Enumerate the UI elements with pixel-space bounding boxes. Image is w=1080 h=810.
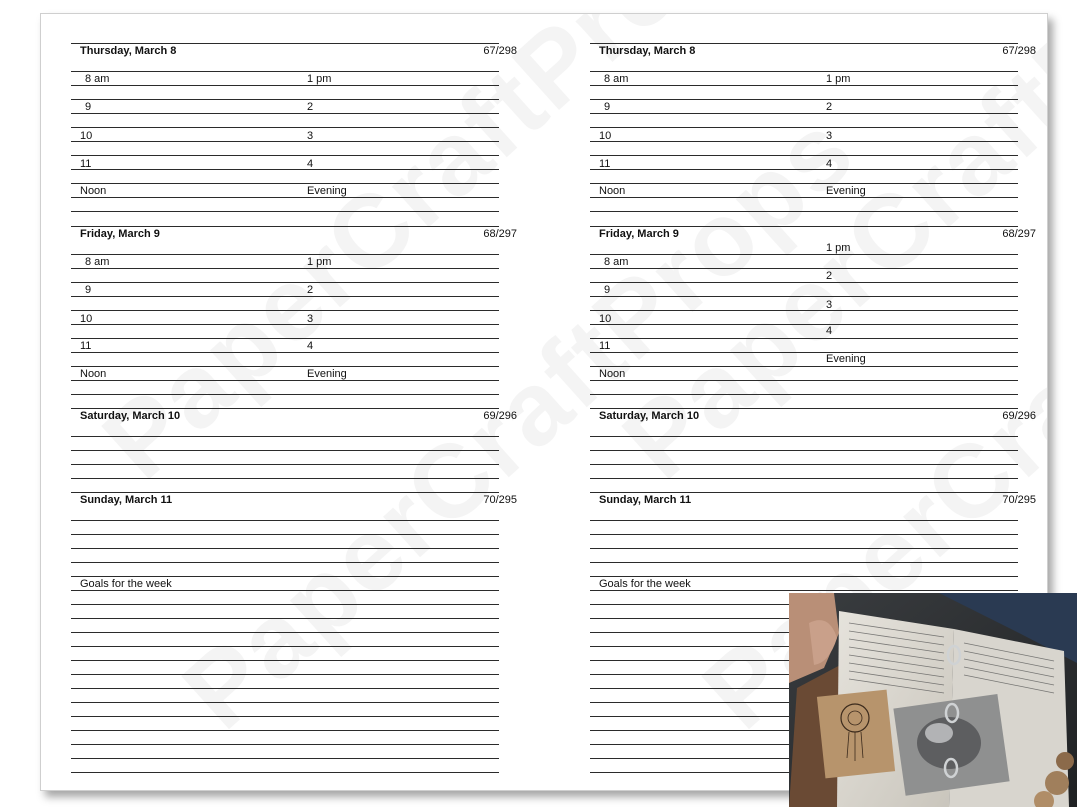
pm-slot: 2 — [826, 101, 833, 113]
am-slot: 8 am — [85, 73, 110, 85]
am-slot: Noon — [80, 368, 107, 380]
rule — [71, 43, 499, 44]
rule — [590, 590, 1018, 591]
rule — [71, 282, 499, 283]
rule — [71, 464, 499, 465]
day-count: 70/295 — [483, 494, 517, 506]
rule — [590, 155, 1018, 156]
rule — [590, 492, 1018, 493]
pm-slot: 2 — [826, 270, 833, 282]
rule — [71, 310, 499, 311]
rule — [590, 520, 1018, 521]
rule — [590, 197, 1018, 198]
rule — [590, 408, 1018, 409]
rule — [590, 226, 1018, 227]
rule — [71, 548, 499, 549]
rule — [590, 113, 1018, 114]
rule — [590, 394, 1018, 395]
rule — [590, 548, 1018, 549]
rule — [590, 183, 1018, 184]
rule — [590, 576, 1018, 577]
rule — [71, 450, 499, 451]
pm-slot: Evening — [307, 185, 347, 197]
rule — [71, 352, 499, 353]
rule — [590, 71, 1018, 72]
rule — [71, 226, 499, 227]
rule — [590, 324, 1018, 325]
rule — [590, 338, 1018, 339]
rule — [71, 380, 499, 381]
am-slot: 9 — [85, 101, 92, 113]
rule — [71, 660, 499, 661]
pm-slot: 3 — [307, 130, 314, 142]
rule — [590, 380, 1018, 381]
am-slot: Noon — [599, 185, 626, 197]
goals-label: Goals for the week — [599, 578, 691, 590]
am-slot: 10 — [80, 313, 93, 325]
rule — [71, 478, 499, 479]
pm-slot: 1 pm — [307, 256, 332, 268]
rule — [71, 632, 499, 633]
rule — [71, 169, 499, 170]
day-title: Saturday, March 10 — [599, 410, 700, 422]
rule — [590, 310, 1018, 311]
journal-photo-illustration — [789, 593, 1077, 807]
rule — [71, 366, 499, 367]
rule — [71, 730, 499, 731]
rule — [71, 127, 499, 128]
rule — [590, 141, 1018, 142]
day-title: Sunday, March 11 — [599, 494, 692, 506]
rule — [71, 562, 499, 563]
rule — [71, 71, 499, 72]
rule — [590, 464, 1018, 465]
pm-slot: 1 pm — [307, 73, 332, 85]
day-title: Thursday, March 8 — [599, 45, 696, 57]
pm-slot: Evening — [826, 185, 866, 197]
rule — [590, 352, 1018, 353]
day-count: 70/295 — [1002, 494, 1036, 506]
am-slot: 8 am — [85, 256, 110, 268]
am-slot: 9 — [604, 101, 611, 113]
day-count: 68/297 — [483, 228, 517, 240]
rule — [590, 99, 1018, 100]
rule — [71, 254, 499, 255]
am-slot: 11 — [80, 158, 92, 170]
rule — [71, 324, 499, 325]
rule — [71, 674, 499, 675]
am-slot: 11 — [80, 340, 92, 352]
am-slot: Noon — [80, 185, 107, 197]
rule — [71, 296, 499, 297]
pm-slot: 2 — [307, 101, 314, 113]
rule — [590, 268, 1018, 269]
rule — [71, 716, 499, 717]
day-title: Thursday, March 8 — [80, 45, 177, 57]
rule — [71, 99, 499, 100]
day-count: 67/298 — [1002, 45, 1036, 57]
rule — [590, 366, 1018, 367]
day-title: Saturday, March 10 — [80, 410, 181, 422]
am-slot: 8 am — [604, 73, 629, 85]
day-count: 69/296 — [483, 410, 517, 422]
day-title: Friday, March 9 — [599, 228, 679, 240]
day-title: Sunday, March 11 — [80, 494, 173, 506]
am-slot: 9 — [604, 284, 611, 296]
rule — [590, 282, 1018, 283]
rule — [590, 43, 1018, 44]
pm-slot: 1 pm — [826, 73, 851, 85]
rule — [590, 534, 1018, 535]
rule — [590, 296, 1018, 297]
rule — [590, 127, 1018, 128]
rule — [71, 408, 499, 409]
am-slot: 10 — [80, 130, 93, 142]
rule — [71, 183, 499, 184]
rule — [71, 590, 499, 591]
am-slot: 9 — [85, 284, 92, 296]
day-count: 69/296 — [1002, 410, 1036, 422]
pm-slot: 4 — [307, 340, 314, 352]
rule — [71, 618, 499, 619]
day-count: 67/298 — [483, 45, 517, 57]
pm-slot: 3 — [307, 313, 314, 325]
am-slot: Noon — [599, 368, 626, 380]
am-slot: 10 — [599, 313, 612, 325]
pm-slot: 4 — [826, 325, 833, 337]
goals-label: Goals for the week — [80, 578, 172, 590]
pm-slot: 3 — [826, 299, 833, 311]
day-title: Friday, March 9 — [80, 228, 160, 240]
rule — [71, 338, 499, 339]
rule — [71, 646, 499, 647]
rule — [71, 394, 499, 395]
rule — [71, 155, 499, 156]
rule — [71, 576, 499, 577]
am-slot: 11 — [599, 158, 611, 170]
rule — [590, 436, 1018, 437]
day-count: 68/297 — [1002, 228, 1036, 240]
rule — [71, 520, 499, 521]
rule — [71, 113, 499, 114]
rule — [71, 758, 499, 759]
pm-slot: Evening — [826, 353, 866, 365]
journal-photo — [789, 593, 1077, 807]
rule — [590, 211, 1018, 212]
rule — [590, 478, 1018, 479]
rule — [71, 688, 499, 689]
pm-slot: 4 — [826, 158, 833, 170]
rule — [71, 141, 499, 142]
am-slot: 11 — [599, 340, 611, 352]
rule — [71, 744, 499, 745]
rule — [71, 492, 499, 493]
rule — [71, 702, 499, 703]
rule — [71, 197, 499, 198]
am-slot: 10 — [599, 130, 612, 142]
rule — [590, 85, 1018, 86]
rule — [71, 604, 499, 605]
pm-slot: 2 — [307, 284, 314, 296]
rule — [590, 450, 1018, 451]
rule — [71, 268, 499, 269]
am-slot: 8 am — [604, 256, 629, 268]
rule — [71, 436, 499, 437]
rule — [71, 772, 499, 773]
rule — [590, 254, 1018, 255]
pm-slot: 1 pm — [826, 242, 851, 254]
pm-slot: 4 — [307, 158, 314, 170]
pm-slot: Evening — [307, 368, 347, 380]
rule — [71, 85, 499, 86]
rule — [590, 169, 1018, 170]
left-page — [71, 14, 517, 791]
rule — [71, 534, 499, 535]
rule — [71, 211, 499, 212]
pm-slot: 3 — [826, 130, 833, 142]
rule — [590, 562, 1018, 563]
